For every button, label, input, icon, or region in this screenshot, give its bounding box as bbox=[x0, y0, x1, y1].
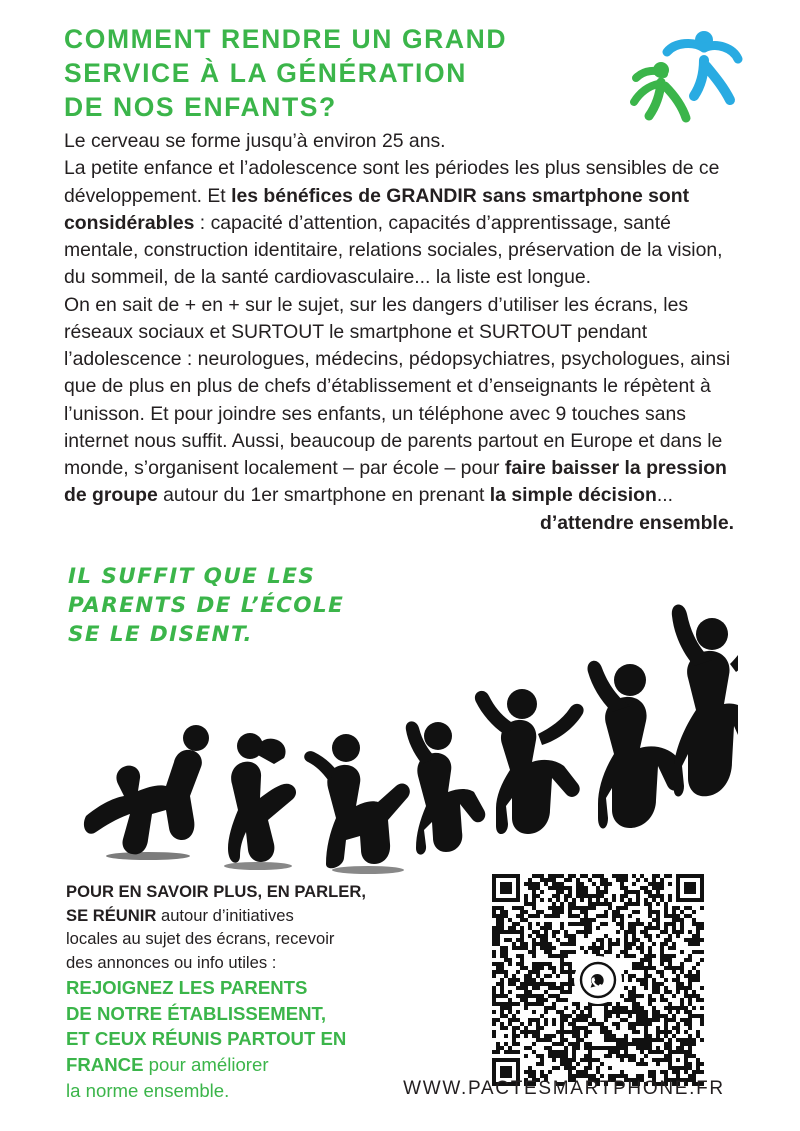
footer-line-2-bold: SE RÉUNIR bbox=[66, 905, 157, 925]
footer-line-4: des annonces ou info utiles : bbox=[66, 953, 277, 973]
children-silhouettes-illustration bbox=[78, 548, 738, 878]
p1-sentence-1: Le cerveau se forme jusqu’à environ 25 ans. bbox=[64, 130, 446, 152]
footer-line-2 bbox=[66, 904, 421, 928]
cta-line-4 bbox=[66, 1052, 426, 1078]
paragraph-2 bbox=[64, 292, 736, 537]
cta-line-2: DE NOTRE ÉTABLISSEMENT, bbox=[66, 1002, 326, 1024]
brand-logo bbox=[620, 26, 748, 130]
p2-sentence-2: autour du 1er smartphone en prenant bbox=[157, 484, 490, 507]
page-title-line-1: COMMENT RENDRE UN GRAND bbox=[64, 24, 508, 54]
footer-line-2-reg: autour d’initiatives bbox=[156, 905, 294, 925]
slogan-line-3: SE LE DISENT. bbox=[68, 622, 253, 648]
p2-sentence-3: ... bbox=[656, 484, 673, 507]
body-copy bbox=[64, 128, 736, 537]
page-title-line-3: DE NOS ENFANTS? bbox=[64, 92, 337, 123]
p1-bold-1: les bénéfices de GRANDIR sans smartphone sont considérables bbox=[64, 184, 690, 234]
whatsapp-icon bbox=[574, 956, 622, 1004]
p2-bold-2: la simple décision bbox=[489, 484, 657, 507]
qr-code[interactable] bbox=[492, 874, 704, 1086]
p2-bold-1: faire baisser la pression de groupe bbox=[64, 457, 727, 507]
cta-line-3: ET CEUX RÉUNIS PARTOUT EN bbox=[66, 1028, 347, 1050]
p1-sentence-2: La petite enfance et l’adolescence sont les périodes les plus sensibles de ce développement. Et bbox=[64, 157, 720, 207]
slogan-line-2: PARENTS DE L’ÉCOLE bbox=[68, 593, 345, 619]
cta-line-1: REJOIGNEZ LES PARENTS bbox=[66, 977, 308, 998]
p1-sentence-3: : capacité d’attention, capacités d’apprentissage, santé mentale, construction identitaire, relations sociales, préservation de la vision, du sommeil, de la santé cardiovasculaire... la liste est longue. bbox=[64, 211, 723, 289]
footer-info-text bbox=[66, 880, 421, 975]
footer-line-1: POUR EN SAVOIR PLUS, EN PARLER, bbox=[66, 882, 366, 901]
page-title bbox=[64, 22, 584, 125]
page-title-line-2: SERVICE À LA GÉNÉRATION bbox=[64, 58, 467, 89]
website-url[interactable]: WWW.PACTESMARTPHONE.FR bbox=[403, 1078, 725, 1099]
paragraph-1 bbox=[64, 128, 736, 292]
p2-sentence-1: On en sait de + en + sur le sujet, sur les dangers d’utiliser les écrans, les réseaux sociaux et SURTOUT le smartphone et SURTOUT pendant l’adolescence : neurologues, médecins, pédopsychiatres, psychologues, ainsi que de plus en plus de chefs d’établissement et d’enseignants le répètent à l’unisson. Et pour joindre ses enfants, un téléphone avec 9 touches sans internet nous suffit. Aussi, beaucoup de parents partout en Europe et dans le monde, s’organisent localement – par école – pour bbox=[64, 293, 731, 480]
cta-line-4-reg: pour améliorer bbox=[143, 1053, 269, 1075]
p2-closing-line: d’attendre ensemble. bbox=[540, 511, 734, 534]
cta-line-5: la norme ensemble. bbox=[66, 1079, 230, 1101]
footer-line-3: locales au sujet des écrans, recevoir bbox=[66, 929, 335, 949]
cta-line-4-bold: FRANCE bbox=[66, 1053, 144, 1075]
slogan-line-1: IL SUFFIT QUE LES bbox=[68, 564, 316, 589]
